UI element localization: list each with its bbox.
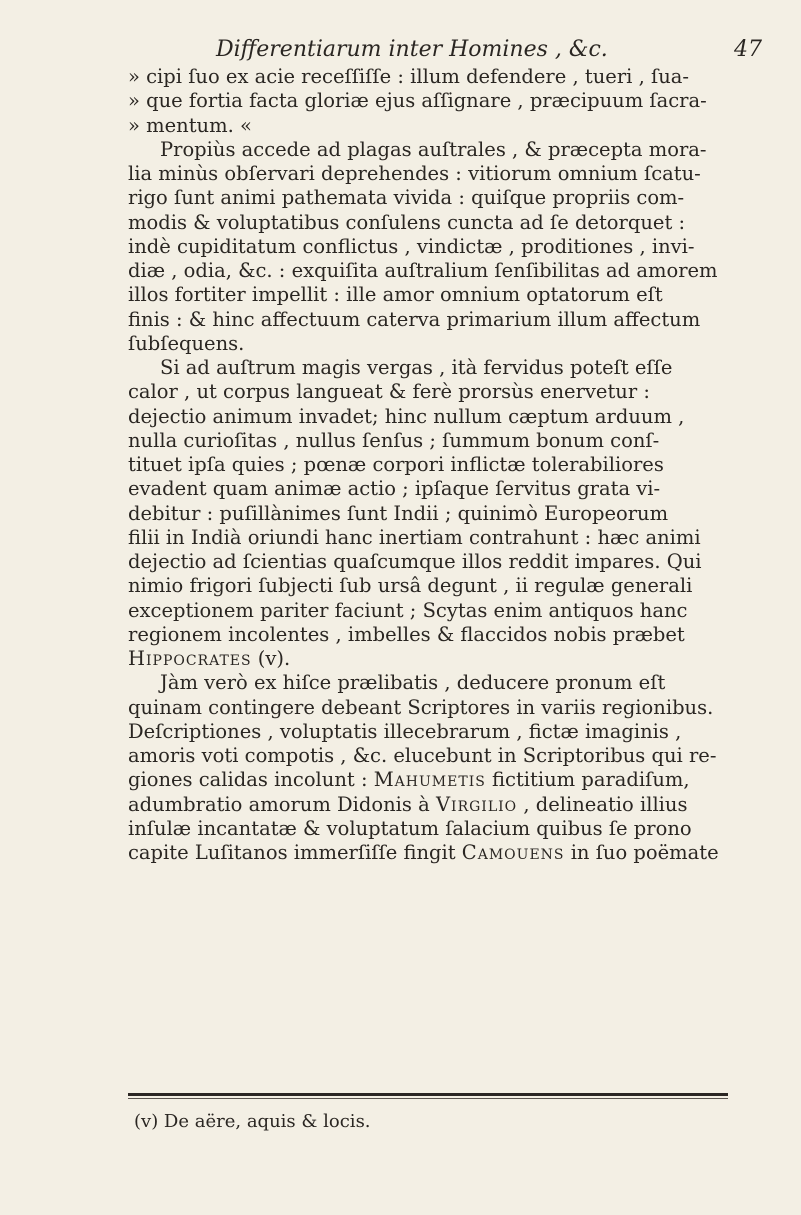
text-line: ſubſequens. <box>128 331 245 355</box>
text-line: Si ad auſtrum magis vergas , ità fervidus poteſt eſſe <box>160 356 673 379</box>
footnote-rule <box>128 1093 728 1096</box>
text-line: modis & voluptatibus conſulens cuncta ad ſe detorquet : <box>128 210 686 234</box>
text-line: evadent quam animæ actio ; ipſaque ſervitus grata vi- <box>128 477 661 501</box>
author-hippocrates: Hippocrates <box>128 647 252 670</box>
running-title: Differentiarum inter Homines , &c. <box>216 37 608 62</box>
text-line: inſulæ incantatæ & voluptatum ſalacium quibus ſe prono <box>128 816 692 840</box>
text-line: dejectio animum invadet; hinc nullum cæptum arduum , <box>128 404 685 428</box>
text-line: tituet ipſa quies ; pœnæ corpori inflictæ tolerabiliores <box>128 453 664 476</box>
text-line: exceptionem pariter faciunt ; Scytas enim antiquos hanc <box>128 598 688 622</box>
text-line-mahumetis <box>128 768 728 792</box>
page-number: 47 <box>734 37 762 62</box>
text-segment: in ſuo poëmate <box>564 841 719 864</box>
text-line: » que fortia facta gloriæ ejus aſſignare , præcipuum ſacra- <box>128 89 707 113</box>
text-line: debitur : puſillànimes ſunt Indii ; quinimò Europeorum <box>128 501 669 525</box>
text-line: amoris voti compotis , &c. elucebunt in Scriptoribus qui re- <box>128 744 717 767</box>
footnote: (v) De aëre, aquis & locis. <box>134 1111 371 1132</box>
text-line: dejectio ad ſcientias quaſcumque illos reddit impares. Qui <box>128 550 702 573</box>
text-line-hippocrates <box>128 647 728 671</box>
text-line: » mentum. « <box>128 113 252 137</box>
text-line: finis : & hinc affectuum caterva primarium illum affectum <box>128 307 701 331</box>
author-camouens: Camouens <box>461 841 565 864</box>
text-line: indè cupiditatum conflictus , vindictæ , proditiones , invi- <box>128 234 695 258</box>
text-line: quinam contingere debeant Scriptores in variis regionibus. <box>128 695 714 719</box>
text-segment: adumbratio amorum Didonis à <box>128 792 436 816</box>
text-line: » cipi ſuo ex acie receſſiſſe : illum defendere , tueri , ſua- <box>128 65 689 88</box>
author-mahumetis: Mahumetis <box>373 768 486 792</box>
main-text <box>128 65 728 865</box>
text-segment: capite Luſitanos immerſiſſe fingit <box>128 841 462 864</box>
text-line: nimio frigori ſubjecti ſub ursâ degunt , ii regulæ generali <box>128 574 693 598</box>
text-line: Jàm verò ex hiſce prælibatis , deducere pronum eſt <box>160 671 666 695</box>
text-segment: fictitium paradiſum, <box>485 768 690 792</box>
text-segment: , delineatio illius <box>517 792 688 816</box>
text-line: regionem incolentes , imbelles & flaccidos nobis præbet <box>128 622 685 646</box>
text-line: calor , ut corpus langueat & ferè prorsùs enervetur : <box>128 380 650 404</box>
footnote-reference: (v). <box>251 647 291 670</box>
text-segment: giones calidas incolunt : <box>128 768 374 792</box>
text-line: Propiùs accede ad plagas auſtrales , & præcepta mora- <box>160 137 707 161</box>
text-line: Deſcriptiones , voluptatis illecebrarum , fictæ imaginis , <box>128 719 682 743</box>
footnote-rule-thin <box>128 1098 728 1099</box>
text-line-virgilio <box>128 793 728 817</box>
text-line: diæ , odia, &c. : exquiſita auſtralium ſenſibilitas ad amorem <box>128 259 718 282</box>
text-line: filii in Indià oriundi hanc inertiam contrahunt : hæc animi <box>128 525 701 549</box>
text-line: illos fortiter impellit : ille amor omnium optatorum eſt <box>128 283 663 307</box>
text-line: rigo ſunt animi pathemata vivida : quiſque propriis com- <box>128 186 685 210</box>
text-line: nulla curioſitas , nullus ſenſus ; ſummum bonum conſ- <box>128 428 660 452</box>
text-line: lia minùs obſervari deprehendes : vitiorum omnium ſcatu- <box>128 162 701 185</box>
text-line-camouens <box>128 841 728 865</box>
author-virgilio: Virgilio <box>435 792 518 816</box>
